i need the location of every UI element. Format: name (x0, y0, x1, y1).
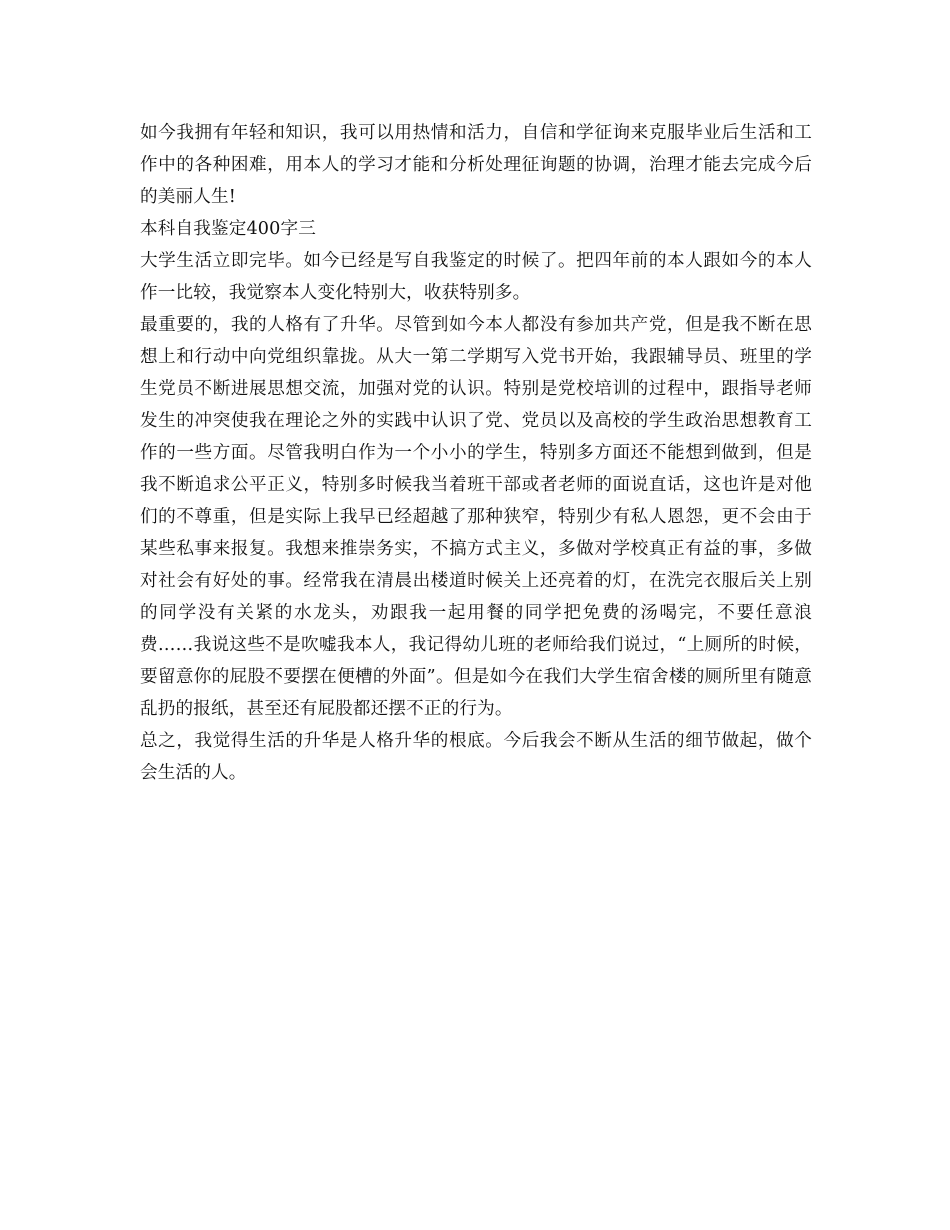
intro-paragraph: 如今我拥有年轻和知识，我可以用热情和活力，自信和学征询来克服毕业后生活和工作中的各种困难，用本人的学习才能和分析处理征询题的协调，治理才能去完成今后的美丽人生! (140, 123, 812, 207)
section-title: 本科自我鉴定400字三 (140, 219, 316, 239)
document-body (140, 117, 812, 789)
body-paragraph-1: 大学生活立即完毕。如今已经是写自我鉴定的时候了。把四年前的本人跟如今的本人作一比较，我觉察本人变化特别大，收获特别多。 (140, 251, 812, 303)
body-paragraph-3: 总之，我觉得生活的升华是人格升华的根底。今后我会不断从生活的细节做起，做个会生活的人。 (140, 731, 812, 783)
body-paragraph-2: 最重要的，我的人格有了升华。尽管到如今本人都没有参加共产党，但是我不断在思想上和行动中向党组织靠拢。从大一第二学期写入党书开始，我跟辅导员、班里的学生党员不断进展思想交流，加强对党的认识。特别是党校培训的过程中，跟指导老师发生的冲突使我在理论之外的实践中认识了党、党员以及高校的学生政治思想教育工作的一些方面。尽管我明白作为一个小小的学生，特别多方面还不能想到做到，但是我不断追求公平正义，特别多时候我当着班干部或者老师的面说直话，这也许是对他们的不尊重，但是实际上我早已经超越了那种狭窄，特别少有私人恩怨，更不会由于某些私事来报复。我想来推崇务实，不搞方式主义，多做对学校真正有益的事，多做对社会有好处的事。经常我在清晨出楼道时候关上还亮着的灯，在洗完衣服后关上别的同学没有关紧的水龙头，劝跟我一起用餐的同学把免费的汤喝完，不要任意浪费……我说这些不是吹嘘我本人，我记得幼儿班的老师给我们说过，“上厕所的时候，要留意你的屁股不要摆在便槽的外面”。但是如今在我们大学生宿舍楼的厕所里有随意乱扔的报纸，甚至还有屁股都还摆不正的行为。 (140, 315, 812, 719)
